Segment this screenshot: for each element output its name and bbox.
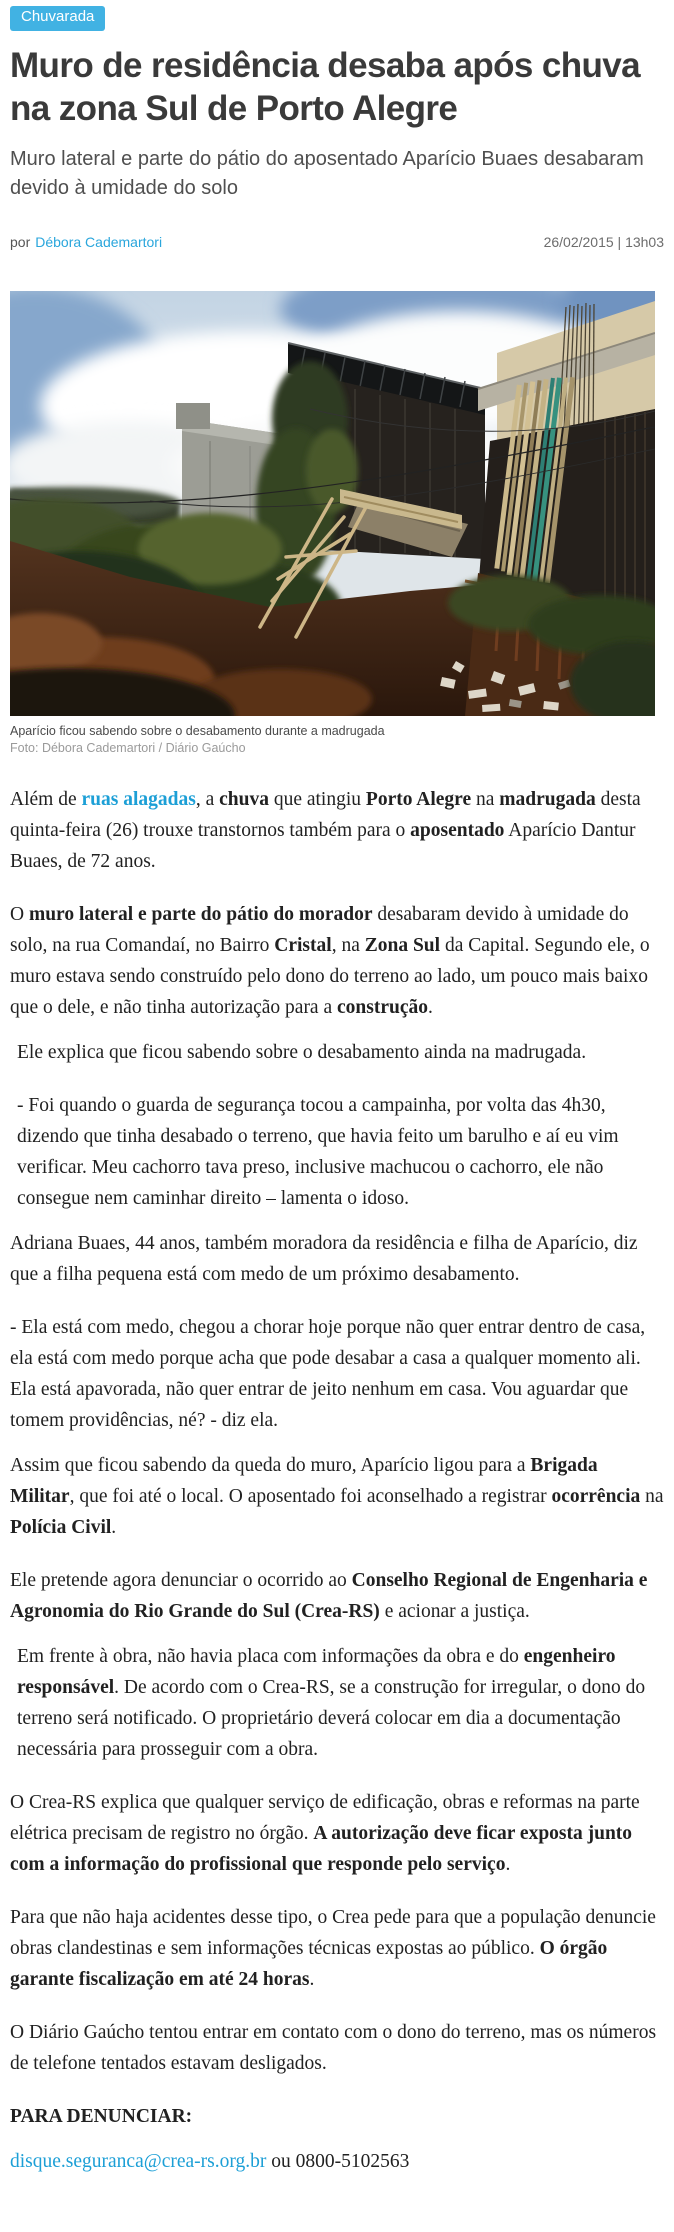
article-paragraph [10,899,664,1023]
text-run: PARA DENUNCIAR: [10,2105,193,2127]
byline [10,234,162,250]
article-figure [10,291,664,757]
text-run: aposentado [410,819,505,841]
article-paragraph [10,1090,664,1214]
article-paragraph [10,1312,664,1436]
text-run: O Diário Gaúcho tentou entrar em contato com o dono do terreno, mas os números de telefone tentados estavam desligados. [10,2021,657,2074]
text-run: . [309,1968,315,1990]
text-run: muro lateral e parte do pátio do morador [28,903,373,925]
text-run: na [471,788,500,810]
collapsed-wall-photo [10,291,655,716]
text-run: Polícia Civil [10,1516,112,1538]
article-paragraph [10,2146,664,2177]
para-denunciar-heading [10,2101,664,2132]
text-run: , que foi até o local. O aposentado foi aconselhado a registrar [69,1485,552,1507]
text-run: desta quinta-feira (26) trouxe transtornos também para o [10,788,641,841]
article-subtitle: Muro lateral e parte do pátio do aposentado Aparício Buaes desabaram devido à umidade do solo [10,147,644,199]
text-run: da Capital. Segundo ele, o muro estava sendo construído pelo dono do terreno ao lado, um pouco mais baixo que o dele, e não tinha autorização para a [10,934,650,1018]
crea-email-link[interactable]: disque.seguranca@crea-rs.org.br [10,2150,267,2172]
text-run: . [111,1516,117,1538]
category-tag[interactable]: Chuvarada [10,6,105,31]
article-paragraph [10,1565,664,1627]
text-run: Ele explica que ficou sabendo sobre o desabamento ainda na madrugada. [17,1041,587,1063]
text-run: engenheiro responsável [17,1645,616,1698]
text-run: . [428,996,433,1018]
article-paragraph [10,2017,664,2079]
article-body [10,784,664,2177]
article-paragraph [10,784,664,877]
page-title: Muro de residência desaba após chuva na zona Sul de Porto Alegre [10,45,641,128]
text-run: desabaram devido à umidade do solo, na rua Comandaí, no Bairro [10,903,629,956]
article-paragraph [10,1787,664,1880]
text-run: Para que não haja acidentes desse tipo, o Crea pede para que a população denuncie obras clandestinas e sem informações técnicas expostas ao público. [10,1906,656,1959]
text-run: . [505,1853,511,1875]
author-link[interactable]: Débora Cademartori [35,233,163,250]
article-paragraph [10,1641,664,1765]
text-run: madrugada [499,788,596,810]
text-run: Assim que ficou sabendo da queda do muro, Aparício ligou para a [10,1454,531,1476]
text-run: O [10,903,29,925]
text-run: Aparício Dantur Buaes, de 72 anos. [10,819,636,872]
text-run: e acionar a justiça. [379,1600,530,1622]
text-run: . De acordo com o Crea-RS, se a construção for irregular, o dono do terreno será notificado. O proprietário deverá colocar em dia a documentação necessária para prosseguir com a obra. [17,1676,646,1760]
text-run: Zona Sul [364,934,441,956]
text-run: Ele pretende agora denunciar o ocorrido ao [10,1569,352,1591]
text-run: ou 0800-5102563 [266,2150,410,2172]
text-run: Porto Alegre [365,788,472,810]
text-run: na [640,1485,664,1507]
text-run: Brigada Militar [10,1454,598,1507]
ruas-alagadas-link[interactable]: ruas alagadas [81,788,196,810]
text-run: que atingiu [268,788,366,810]
text-run: Conselho Regional de Engenharia e Agronomia do Rio Grande do Sul (Crea-RS) [10,1569,648,1622]
text-run: Cristal [274,934,332,956]
article-paragraph [10,1228,664,1290]
text-run: - Foi quando o guarda de segurança tocou a campainha, por volta das 4h30, dizendo que tinha desabado o terreno, que havia feito um barulho e aí eu vim verificar. Meu cachorro tava preso, inclusive machucou o cachorro, ele não consegue nem caminhar direito – lamenta o idoso. [17,1094,619,1209]
text-run: Além de [10,788,82,810]
text-run: O órgão garante fiscalização em até 24 horas [10,1937,608,1990]
text-run: - Ela está com medo, chegou a chorar hoje porque não quer entrar dentro de casa, ela está com medo porque acha que pode desabar a casa a qualquer momento ali. Ela está apavorada, não quer entrar de jeito nenhum em casa. Vou aguardar que tomem providências, né? - diz ela. [10,1316,646,1431]
article-paragraph [10,1902,664,1995]
photo-credit: Foto: Débora Cademartori / Diário Gaúcho [10,740,246,755]
publish-datetime: 26/02/2015 | 13h03 [543,233,664,250]
text-run: , a [195,788,220,810]
text-run: chuva [219,788,269,810]
text-run: O Crea-RS explica que qualquer serviço de edificação, obras e reformas na parte elétrica precisam de registro no órgão. [10,1791,640,1844]
byline-prefix: por [10,233,31,250]
text-run: ocorrência [551,1485,641,1507]
text-run: Em frente à obra, não havia placa com informações da obra e do [17,1645,524,1667]
text-run: Adriana Buaes, 44 anos, também moradora da residência e filha de Aparício, diz que a filha pequena está com medo de um próximo desabamento. [10,1232,638,1285]
article-paragraph [10,1450,664,1543]
photo-caption-block [10,723,664,757]
byline-row [10,234,664,250]
text-run: , na [331,934,365,956]
photo-caption: Aparício ficou sabendo sobre o desabamento durante a madrugada [10,723,385,738]
text-run: A autorização deve ficar exposta junto com a informação do profissional que responde pelo serviço [10,1822,633,1875]
text-run: construção [337,996,428,1018]
article-paragraph [10,1037,664,1068]
